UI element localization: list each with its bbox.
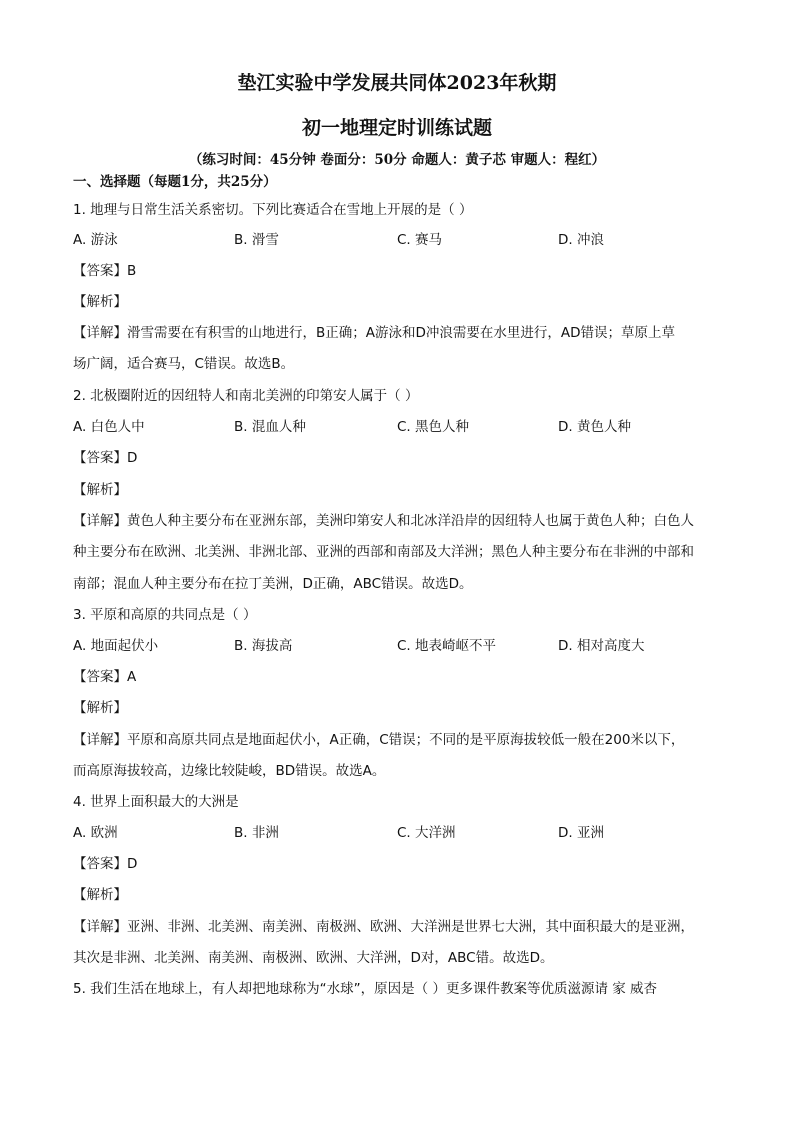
- q3-option-d: D. 相对高度大: [558, 638, 645, 654]
- q3-option-b: B. 海拔高: [234, 638, 293, 654]
- q4-detail-line: 其次是非洲、北美洲、南美洲、南极洲、欧洲、大洋洲，D对，ABC错。故选D。: [73, 950, 554, 966]
- q1-option-d: D. 冲浪: [558, 232, 604, 248]
- q4-detail-line: 【详解】亚洲、非洲、北美洲、南美洲、南极洲、欧洲、大洋洲是世界七大洲，其中面积最大的是亚洲，: [73, 919, 694, 935]
- q3-detail-line: 而高原海拔较高，边缘比较陡峻，BD错误。故选A。: [73, 763, 386, 779]
- q2-answer: 【答案】D: [73, 450, 138, 466]
- q2-option-d: D. 黄色人种: [558, 419, 631, 435]
- document-title: 垫江实验中学发展共同体2023年秋期: [237, 72, 557, 94]
- question-2: 2. 北极圈附近的因纽特人和南北美洲的印第安人属于（ ）: [73, 388, 419, 404]
- q4-option-d: D. 亚洲: [558, 825, 604, 841]
- question-3: 3. 平原和高原的共同点是（ ）: [73, 607, 257, 623]
- q3-detail-line: 【详解】平原和高原共同点是地面起伏小，A正确，C错误；不同的是平原海拔较低一般在200米以下，: [73, 732, 685, 748]
- q3-answer: 【答案】A: [73, 669, 137, 685]
- q4-option-b: B. 非洲: [234, 825, 279, 841]
- q1-answer: 【答案】B: [73, 263, 137, 279]
- document-subtitle: 初一地理定时训练试题: [301, 117, 492, 139]
- q4-option-a: A. 欧洲: [73, 825, 118, 841]
- q4-option-c: C. 大洋洲: [397, 825, 456, 841]
- exam-info: （练习时间：45分钟 卷面分：50分 命题人：黄子芯 审题人：程红）: [188, 152, 606, 168]
- question-4: 4. 世界上面积最大的大洲是: [73, 794, 239, 810]
- q3-option-c: C. 地表崎岖不平: [397, 638, 497, 654]
- q1-option-a: A. 游泳: [73, 232, 118, 248]
- q3-option-a: A. 地面起伏小: [73, 638, 159, 654]
- question-1: 1. 地理与日常生活关系密切。下列比赛适合在雪地上开展的是（ ）: [73, 202, 473, 218]
- q2-analysis-label: 【解析】: [73, 482, 127, 498]
- q4-analysis-label: 【解析】: [73, 887, 127, 903]
- q2-option-a: A. 白色人中: [73, 419, 145, 435]
- q1-detail-line: 场广阔，适合赛马，C错误。故选B。: [73, 356, 295, 372]
- q1-detail-line: 【详解】滑雪需要在有积雪的山地进行，B正确；A游泳和D冲浪需要在水里进行，AD错误；草原上草: [73, 325, 676, 341]
- q2-option-c: C. 黑色人种: [397, 419, 470, 435]
- q2-detail-line: 【详解】黄色人种主要分布在亚洲东部，美洲印第安人和北冰洋沿岸的因纽特人也属于黄色人种；白色人: [73, 513, 694, 529]
- section-heading: 一、选择题（每题1分，共25分）: [73, 174, 277, 190]
- q2-detail-line: 南部；混血人种主要分布在拉丁美洲，D正确，ABC错误。故选D。: [73, 576, 473, 592]
- q4-answer: 【答案】D: [73, 856, 138, 872]
- q2-option-b: B. 混血人种: [234, 419, 306, 435]
- q1-option-c: C. 赛马: [397, 232, 443, 248]
- q2-detail-line: 种主要分布在欧洲、北美洲、非洲北部、亚洲的西部和南部及大洋洲；黑色人种主要分布在非洲的中部和: [73, 544, 694, 560]
- q1-analysis-label: 【解析】: [73, 294, 127, 310]
- question-5: 5. 我们生活在地球上，有人却把地球称为“水球”，原因是（ ）更多课件教案等优质滋源请 家 威杏: [73, 981, 658, 997]
- q3-analysis-label: 【解析】: [73, 700, 127, 716]
- q1-option-b: B. 滑雪: [234, 232, 279, 248]
